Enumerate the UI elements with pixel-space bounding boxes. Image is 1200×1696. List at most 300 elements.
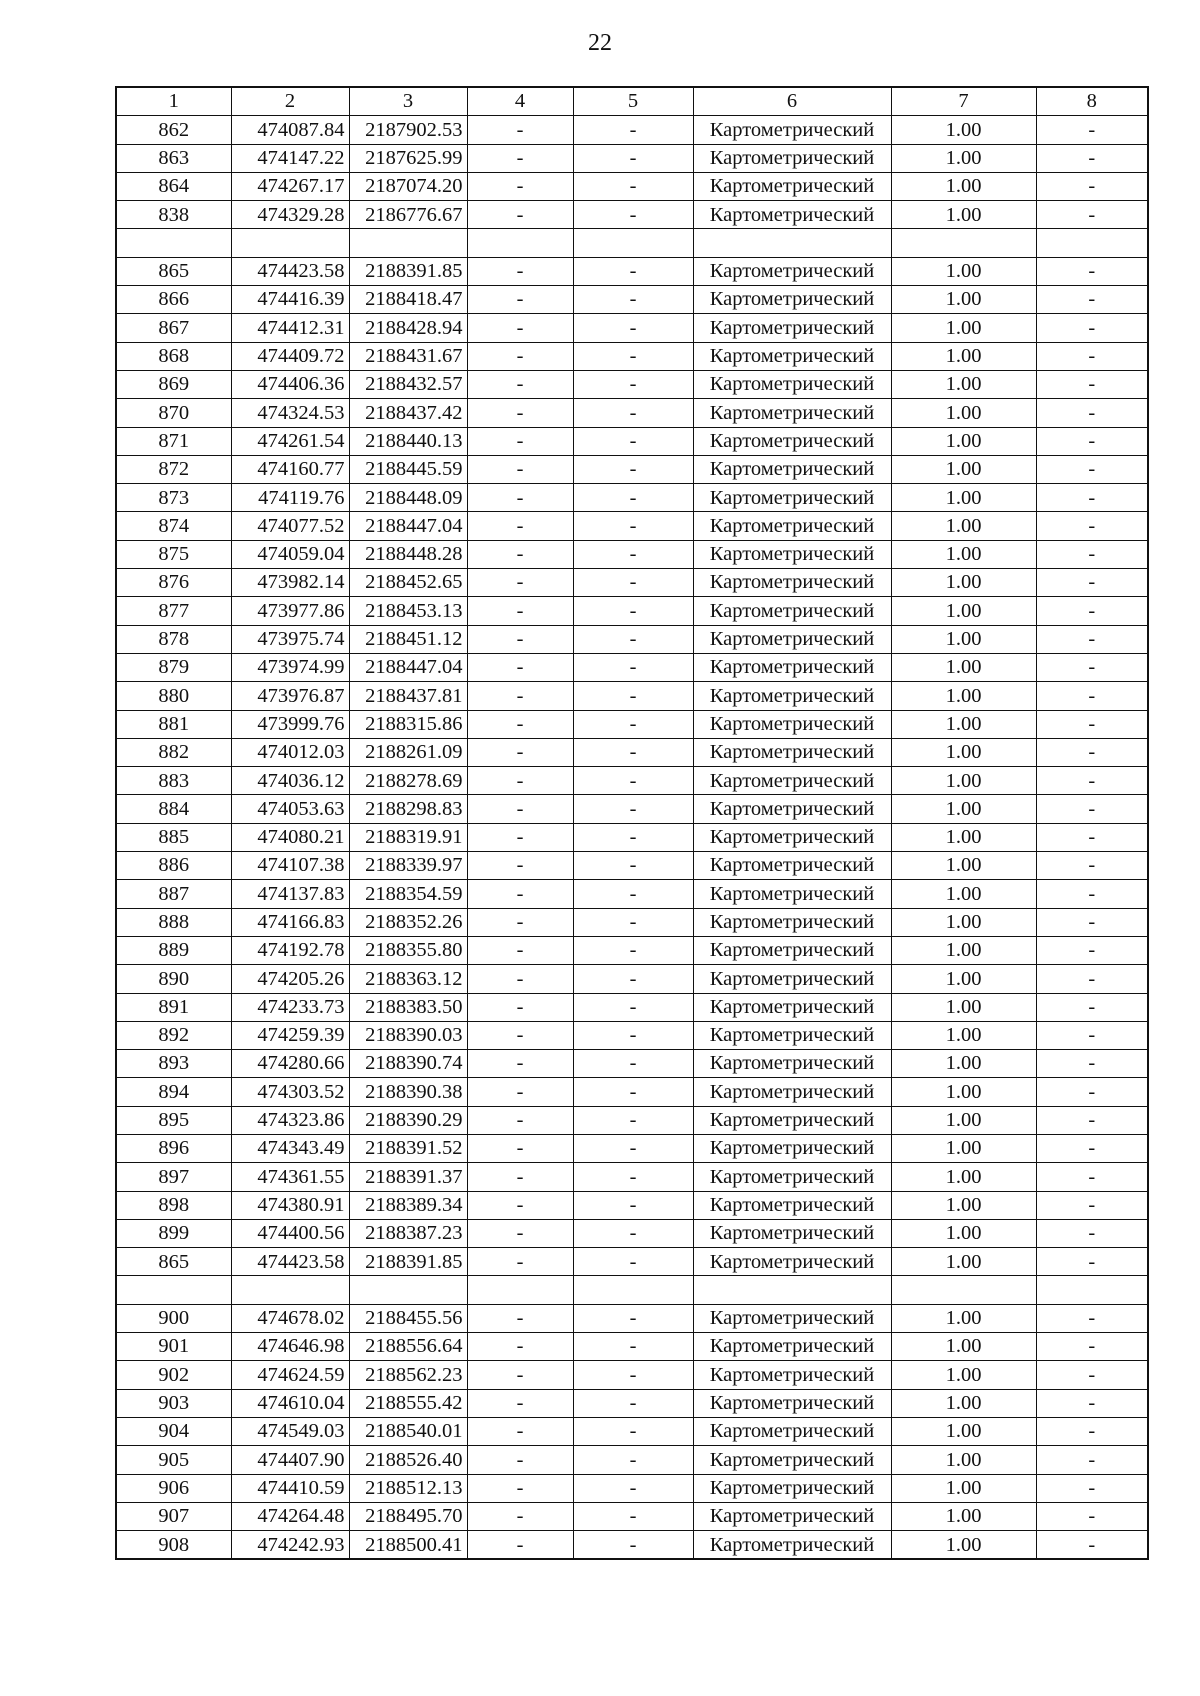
table-cell: - (573, 1050, 693, 1078)
table-cell: Картометрический (693, 1446, 891, 1474)
table-cell: - (1036, 1446, 1148, 1474)
table-cell: 876 (116, 569, 231, 597)
table-cell: 474264.48 (231, 1502, 349, 1530)
table-cell: 2188562.23 (349, 1361, 467, 1389)
table-cell: Картометрический (693, 795, 891, 823)
table-cell: 1.00 (891, 1219, 1036, 1247)
table-cell: - (573, 1389, 693, 1417)
table-cell: 2188391.37 (349, 1163, 467, 1191)
table-cell: 866 (116, 286, 231, 314)
table-cell: - (1036, 710, 1148, 738)
table-cell: 1.00 (891, 370, 1036, 398)
table-cell: - (573, 201, 693, 229)
table-cell: Картометрический (693, 738, 891, 766)
table-cell: 2188418.47 (349, 286, 467, 314)
table-cell: - (1036, 965, 1148, 993)
table-cell: 2188298.83 (349, 795, 467, 823)
table-cell: 474409.72 (231, 342, 349, 370)
table-cell: 1.00 (891, 1134, 1036, 1162)
header-row (116, 87, 1148, 116)
table-cell: - (573, 172, 693, 200)
coordinates-table (115, 86, 1149, 1560)
table-cell: - (573, 569, 693, 597)
table-cell: - (467, 767, 573, 795)
table-cell: - (1036, 370, 1148, 398)
table-cell: 1.00 (891, 710, 1036, 738)
table-cell: 1.00 (891, 795, 1036, 823)
table-cell: - (467, 1191, 573, 1219)
empty-cell (467, 229, 573, 257)
table-cell: 883 (116, 767, 231, 795)
table-cell: Картометрический (693, 1191, 891, 1219)
table-cell: - (467, 738, 573, 766)
table-cell: 2188315.86 (349, 710, 467, 738)
table-cell: - (1036, 399, 1148, 427)
table-cell: - (1036, 1417, 1148, 1445)
table-cell: 900 (116, 1304, 231, 1332)
table-cell: - (467, 625, 573, 653)
table-cell: - (573, 342, 693, 370)
table-cell: - (1036, 1361, 1148, 1389)
table-cell: 474323.86 (231, 1106, 349, 1134)
table-cell: 474259.39 (231, 1021, 349, 1049)
table-row (116, 286, 1148, 314)
table-cell: - (573, 908, 693, 936)
table-cell: 1.00 (891, 936, 1036, 964)
table-cell: 2188437.42 (349, 399, 467, 427)
table-cell: 2188447.04 (349, 653, 467, 681)
table-cell: 1.00 (891, 286, 1036, 314)
table-cell: - (573, 314, 693, 342)
table-row (116, 1219, 1148, 1247)
table-cell: - (467, 286, 573, 314)
table-cell: 2188453.13 (349, 597, 467, 625)
table-cell: - (573, 653, 693, 681)
table-cell: - (467, 965, 573, 993)
table-row (116, 1417, 1148, 1445)
table-cell: 1.00 (891, 427, 1036, 455)
table-cell: - (1036, 1389, 1148, 1417)
table-cell: Картометрический (693, 1531, 891, 1560)
table-cell: - (573, 257, 693, 285)
table-cell: - (1036, 1163, 1148, 1191)
table-cell: 474416.39 (231, 286, 349, 314)
table-cell: 2188451.12 (349, 625, 467, 653)
table-cell: 474324.53 (231, 399, 349, 427)
table-cell: - (1036, 201, 1148, 229)
table-cell: 877 (116, 597, 231, 625)
table-row (116, 257, 1148, 285)
table-cell: 1.00 (891, 682, 1036, 710)
table-cell: - (573, 1333, 693, 1361)
table-row (116, 880, 1148, 908)
table-cell: 474166.83 (231, 908, 349, 936)
table-cell: - (573, 286, 693, 314)
table-cell: 905 (116, 1446, 231, 1474)
table-cell: 473977.86 (231, 597, 349, 625)
table-cell: - (573, 144, 693, 172)
table-cell: - (467, 1163, 573, 1191)
table-cell: - (573, 738, 693, 766)
table-cell: - (467, 144, 573, 172)
table-cell: 882 (116, 738, 231, 766)
table-cell: 2188339.97 (349, 852, 467, 880)
table-cell: Картометрический (693, 569, 891, 597)
table-cell: 1.00 (891, 1446, 1036, 1474)
table-cell: 474303.52 (231, 1078, 349, 1106)
table-cell: 2188512.13 (349, 1474, 467, 1502)
table-row (116, 852, 1148, 880)
table-cell: 473974.99 (231, 653, 349, 681)
table-cell: - (1036, 993, 1148, 1021)
table-cell: - (467, 1417, 573, 1445)
table-row (116, 682, 1148, 710)
table-cell: 2188526.40 (349, 1446, 467, 1474)
empty-cell (116, 1276, 231, 1304)
table-cell: - (467, 1389, 573, 1417)
table-cell: 870 (116, 399, 231, 427)
table-cell: 865 (116, 257, 231, 285)
table-cell: 2188387.23 (349, 1219, 467, 1247)
table-cell: - (573, 427, 693, 455)
table-cell: 2188555.42 (349, 1389, 467, 1417)
empty-cell (231, 229, 349, 257)
table-cell: 2188390.03 (349, 1021, 467, 1049)
table-cell: 474119.76 (231, 484, 349, 512)
table-cell: 1.00 (891, 1333, 1036, 1361)
table-cell: 474233.73 (231, 993, 349, 1021)
table-cell: 879 (116, 653, 231, 681)
table-cell: - (467, 569, 573, 597)
table-cell: Картометрический (693, 653, 891, 681)
table-cell: - (467, 936, 573, 964)
table-cell: - (1036, 597, 1148, 625)
empty-cell (573, 229, 693, 257)
table-cell: 2188440.13 (349, 427, 467, 455)
table-cell: Картометрический (693, 1417, 891, 1445)
table-cell: 897 (116, 1163, 231, 1191)
table-cell: Картометрический (693, 1050, 891, 1078)
table-cell: 1.00 (891, 965, 1036, 993)
table-row (116, 399, 1148, 427)
table-row (116, 965, 1148, 993)
table-cell: - (1036, 540, 1148, 568)
table-cell: Картометрический (693, 993, 891, 1021)
separator-row (116, 1276, 1148, 1304)
table-cell: 872 (116, 455, 231, 483)
empty-cell (1036, 1276, 1148, 1304)
table-cell: 474160.77 (231, 455, 349, 483)
table-cell: 1.00 (891, 993, 1036, 1021)
table-row (116, 540, 1148, 568)
table-cell: 867 (116, 314, 231, 342)
table-cell: Картометрический (693, 257, 891, 285)
table-cell: - (1036, 257, 1148, 285)
table-cell: 889 (116, 936, 231, 964)
table-cell: 891 (116, 993, 231, 1021)
empty-cell (116, 229, 231, 257)
table-cell: - (573, 484, 693, 512)
table-cell: 474423.58 (231, 257, 349, 285)
table-cell: 906 (116, 1474, 231, 1502)
table-cell: 474380.91 (231, 1191, 349, 1219)
table-row (116, 993, 1148, 1021)
table-row (116, 1050, 1148, 1078)
table-cell: Картометрический (693, 1389, 891, 1417)
table-cell: 2188500.41 (349, 1531, 467, 1560)
table-cell: - (573, 993, 693, 1021)
table-cell: Картометрический (693, 172, 891, 200)
table-cell: - (467, 1106, 573, 1134)
table-cell: 2187625.99 (349, 144, 467, 172)
table-cell: - (467, 512, 573, 540)
table-cell: 881 (116, 710, 231, 738)
table-cell: - (467, 1248, 573, 1276)
table-cell: 2188391.52 (349, 1134, 467, 1162)
table-cell: 1.00 (891, 342, 1036, 370)
table-cell: 908 (116, 1531, 231, 1560)
table-cell: 473975.74 (231, 625, 349, 653)
table-cell: 1.00 (891, 625, 1036, 653)
table-cell: 1.00 (891, 1106, 1036, 1134)
table-cell: 838 (116, 201, 231, 229)
table-row (116, 1446, 1148, 1474)
table-cell: Картометрический (693, 823, 891, 851)
table-cell: - (573, 1219, 693, 1247)
empty-cell (349, 1276, 467, 1304)
table-cell: 473999.76 (231, 710, 349, 738)
table-row (116, 1078, 1148, 1106)
table-cell: 1.00 (891, 880, 1036, 908)
table-cell: - (1036, 144, 1148, 172)
table-cell: 890 (116, 965, 231, 993)
table-cell: 2188383.50 (349, 993, 467, 1021)
table-cell: - (1036, 1474, 1148, 1502)
table-cell: 474192.78 (231, 936, 349, 964)
table-cell: 474400.56 (231, 1219, 349, 1247)
table-cell: - (573, 1021, 693, 1049)
table-cell: Картометрический (693, 116, 891, 144)
table-row (116, 1389, 1148, 1417)
column-header: 3 (349, 87, 467, 116)
table-cell: 2188354.59 (349, 880, 467, 908)
table-cell: Картометрический (693, 965, 891, 993)
table-cell: - (1036, 738, 1148, 766)
table-cell: Картометрический (693, 710, 891, 738)
table-row (116, 767, 1148, 795)
table-cell: - (573, 1191, 693, 1219)
table-cell: 901 (116, 1333, 231, 1361)
table-cell: 1.00 (891, 399, 1036, 427)
table-cell: - (1036, 116, 1148, 144)
table-cell: - (1036, 569, 1148, 597)
table-cell: 474267.17 (231, 172, 349, 200)
table-cell: Картометрический (693, 880, 891, 908)
table-cell: Картометрический (693, 1134, 891, 1162)
table-cell: 1.00 (891, 484, 1036, 512)
table-cell: Картометрический (693, 625, 891, 653)
table-row (116, 116, 1148, 144)
table-cell: 886 (116, 852, 231, 880)
table-cell: Картометрический (693, 427, 891, 455)
table-cell: - (1036, 1134, 1148, 1162)
table-cell: 902 (116, 1361, 231, 1389)
table-cell: 885 (116, 823, 231, 851)
table-cell: 895 (116, 1106, 231, 1134)
table-cell: 2188556.64 (349, 1333, 467, 1361)
table-cell: 871 (116, 427, 231, 455)
table-cell: 474412.31 (231, 314, 349, 342)
table-cell: - (467, 172, 573, 200)
table-cell: 864 (116, 172, 231, 200)
table-cell: 2188391.85 (349, 1248, 467, 1276)
table-cell: - (467, 1446, 573, 1474)
table-cell: 1.00 (891, 1163, 1036, 1191)
column-header: 5 (573, 87, 693, 116)
table-cell: 2188278.69 (349, 767, 467, 795)
column-header: 6 (693, 87, 891, 116)
table-cell: 1.00 (891, 201, 1036, 229)
table-cell: 2188432.57 (349, 370, 467, 398)
table-cell: - (1036, 1531, 1148, 1560)
table-cell: 2188261.09 (349, 738, 467, 766)
table-cell: - (1036, 1248, 1148, 1276)
table-cell: - (573, 965, 693, 993)
table-cell: 2188455.56 (349, 1304, 467, 1332)
table-cell: Картометрический (693, 1474, 891, 1502)
table-cell: - (1036, 795, 1148, 823)
table-cell: - (467, 370, 573, 398)
table-cell: 894 (116, 1078, 231, 1106)
table-cell: 1.00 (891, 1050, 1036, 1078)
table-cell: 1.00 (891, 1248, 1036, 1276)
table-cell: 862 (116, 116, 231, 144)
table-cell: 474406.36 (231, 370, 349, 398)
table-cell: 474261.54 (231, 427, 349, 455)
table-cell: 878 (116, 625, 231, 653)
table-cell: - (467, 1502, 573, 1530)
table-cell: 1.00 (891, 597, 1036, 625)
table-cell: 1.00 (891, 653, 1036, 681)
table-cell: 868 (116, 342, 231, 370)
table-cell: 2188390.38 (349, 1078, 467, 1106)
table-cell: 2188437.81 (349, 682, 467, 710)
table-cell: 899 (116, 1219, 231, 1247)
table-cell: - (467, 484, 573, 512)
table-cell: 1.00 (891, 257, 1036, 285)
table-cell: 2188431.67 (349, 342, 467, 370)
table-cell: - (573, 1446, 693, 1474)
table-row (116, 1333, 1148, 1361)
table-cell: 865 (116, 1248, 231, 1276)
table-row (116, 569, 1148, 597)
table-cell: 2188390.74 (349, 1050, 467, 1078)
table-cell: Картометрический (693, 682, 891, 710)
table-cell: 869 (116, 370, 231, 398)
table-cell: - (467, 1361, 573, 1389)
table-cell: - (1036, 484, 1148, 512)
table-row (116, 710, 1148, 738)
table-cell: 2187902.53 (349, 116, 467, 144)
table-cell: Картометрический (693, 512, 891, 540)
table-row (116, 1502, 1148, 1530)
table-cell: - (1036, 1502, 1148, 1530)
table-cell: Картометрический (693, 1304, 891, 1332)
table-cell: Картометрический (693, 399, 891, 427)
table-cell: 1.00 (891, 767, 1036, 795)
table-cell: 884 (116, 795, 231, 823)
table-cell: 474077.52 (231, 512, 349, 540)
table-cell: - (467, 1333, 573, 1361)
table-row (116, 597, 1148, 625)
table-cell: - (467, 653, 573, 681)
table-row (116, 1361, 1148, 1389)
table-cell: Картометрический (693, 342, 891, 370)
table-cell: - (467, 908, 573, 936)
table-row (116, 455, 1148, 483)
empty-cell (467, 1276, 573, 1304)
table-cell: - (467, 342, 573, 370)
table-cell: - (467, 1304, 573, 1332)
empty-cell (693, 229, 891, 257)
table-cell: 2188540.01 (349, 1417, 467, 1445)
table-cell: Картометрический (693, 936, 891, 964)
table-cell: - (1036, 1021, 1148, 1049)
table-cell: - (1036, 286, 1148, 314)
table-cell: - (573, 1361, 693, 1389)
table-cell: Картометрический (693, 1219, 891, 1247)
table-cell: - (1036, 1219, 1148, 1247)
table-cell: 474036.12 (231, 767, 349, 795)
table-cell: 2188445.59 (349, 455, 467, 483)
table-row (116, 738, 1148, 766)
table-cell: 2188448.09 (349, 484, 467, 512)
table-cell: Картометрический (693, 455, 891, 483)
table-cell: - (1036, 908, 1148, 936)
table-row (116, 653, 1148, 681)
table-row (116, 1191, 1148, 1219)
table-cell: 2188428.94 (349, 314, 467, 342)
table-cell: 1.00 (891, 1417, 1036, 1445)
table-row (116, 172, 1148, 200)
table-cell: - (573, 1531, 693, 1560)
table-cell: Картометрический (693, 286, 891, 314)
table-cell: - (573, 625, 693, 653)
table-cell: - (467, 795, 573, 823)
table-cell: - (573, 116, 693, 144)
table-cell: 1.00 (891, 144, 1036, 172)
table-cell: - (573, 682, 693, 710)
table-cell: 1.00 (891, 823, 1036, 851)
table-cell: - (1036, 427, 1148, 455)
table-cell: - (467, 1021, 573, 1049)
table-row (116, 1134, 1148, 1162)
table-cell: 1.00 (891, 172, 1036, 200)
table-cell: 2188390.29 (349, 1106, 467, 1134)
table-cell: 474361.55 (231, 1163, 349, 1191)
table-cell: - (1036, 172, 1148, 200)
table-cell: 1.00 (891, 314, 1036, 342)
table-cell: 474053.63 (231, 795, 349, 823)
table-cell: 1.00 (891, 1389, 1036, 1417)
table-row (116, 427, 1148, 455)
table-cell: 1.00 (891, 1078, 1036, 1106)
table-cell: - (467, 314, 573, 342)
table-cell: 474280.66 (231, 1050, 349, 1078)
table-row (116, 1474, 1148, 1502)
table-cell: - (467, 116, 573, 144)
empty-cell (231, 1276, 349, 1304)
